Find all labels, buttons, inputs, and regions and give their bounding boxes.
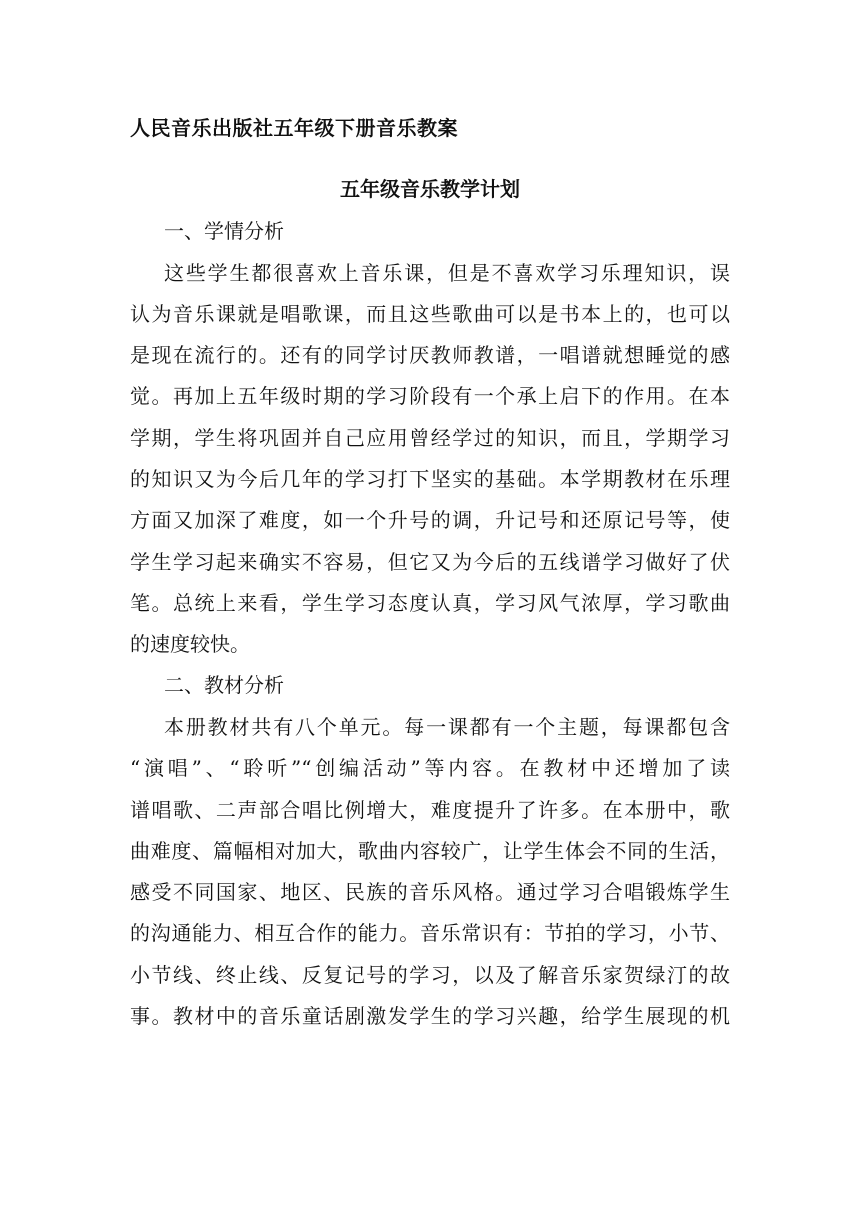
paragraph-line: 认为音乐课就是唱歌课，而且这些歌曲可以是书本上的，也可以 — [130, 301, 730, 326]
paragraph-line: 觉。再加上五年级时期的学习阶段有一个承上启下的作用。在本 — [130, 384, 730, 409]
paragraph-line: 小节线、终止线、反复记号的学习，以及了解音乐家贺绿汀的故 — [130, 962, 730, 987]
document-title: 人民音乐出版社五年级下册音乐教案 — [130, 116, 458, 140]
section-heading-textbook-analysis: 二、教材分析 — [164, 673, 284, 698]
paragraph-line: 事。教材中的音乐童话剧激发学生的学习兴趣，给学生展现的机 — [130, 1004, 730, 1029]
paragraph-line: 谱唱歌、二声部合唱比例增大，难度提升了许多。在本册中，歌 — [130, 797, 730, 822]
paragraph-student-analysis — [130, 253, 730, 666]
section-heading-student-analysis: 一、学情分析 — [164, 219, 284, 243]
paragraph-line: 这些学生都很喜欢上音乐课，但是不喜欢学习乐理知识，误 — [164, 260, 730, 285]
paragraph-line: 的沟通能力、相互合作的能力。音乐常识有：节拍的学习，小节、 — [130, 921, 730, 946]
paragraph-line: 笔。总统上来看，学生学习态度认真，学习风气浓厚，学习歌曲 — [130, 590, 730, 615]
document-body — [130, 211, 730, 1037]
paragraph-line: 学生学习起来确实不容易，但它又为今后的五线谱学习做好了伏 — [130, 549, 730, 574]
paragraph-line: 的知识又为今后几年的学习打下坚实的基础。本学期教材在乐理 — [130, 466, 730, 491]
paragraph-line: 是现在流行的。还有的同学讨厌教师教谱，一唱谱就想睡觉的感 — [130, 343, 730, 368]
paragraph-line: 本册教材共有八个单元。每一课都有一个主题，每课都包含 — [164, 714, 730, 739]
paragraph-line: 方面又加深了难度，如一个升号的调，升记号和还原记号等，使 — [130, 508, 730, 533]
paragraph-line: 学期，学生将巩固并自己应用曾经学过的知识，而且，学期学习 — [130, 425, 730, 450]
plan-title: 五年级音乐教学计划 — [340, 177, 520, 201]
paragraph-line: “演唱”、“聆听”“创编活动”等内容。在教材中还增加了读 — [130, 756, 730, 781]
paragraph-line: 曲难度、篇幅相对加大，歌曲内容较广，让学生体会不同的生活， — [130, 838, 730, 863]
paragraph-line: 的速度较快。 — [130, 632, 250, 657]
paragraph-line: 感受不同国家、地区、民族的音乐风格。通过学习合唱锻炼学生 — [130, 880, 730, 905]
paragraph-textbook-analysis — [130, 707, 730, 1037]
